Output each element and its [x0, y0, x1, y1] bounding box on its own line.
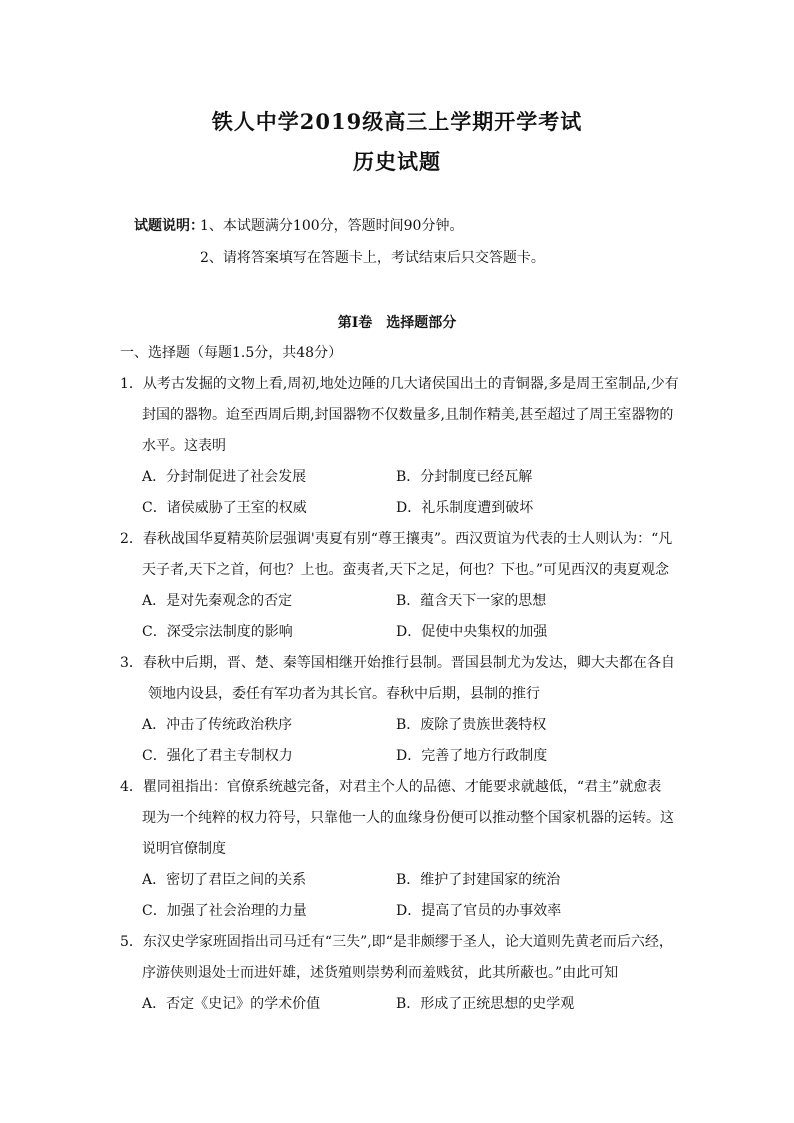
- question-line: 1．从考古发掘的文物上看,周初,地处边陲的几大诸侯国出土的青铜器,多是周王室制品,少有: [120, 376, 679, 392]
- question-line: 序游侠则退处士而进奸雄，述货殖则崇势利而羞贱贫，此其所蔽也。”由此可知: [142, 965, 619, 981]
- option-row: [120, 866, 680, 897]
- option-row: [120, 711, 680, 742]
- option-d: D．提高了官员的办事效率: [396, 903, 562, 919]
- option-b: B．分封制度已经瓦解: [396, 469, 533, 485]
- question-line: 2．春秋战国华夏精英阶层强调'夷夏有别“尊王攘夷”。西汉贾谊为代表的士人则认为：“凡: [120, 531, 673, 547]
- option-a: A．分封制促进了社会发展: [142, 469, 307, 485]
- question-4: [120, 773, 680, 928]
- option-a: A．是对先秦观念的否定: [142, 593, 293, 609]
- exam-subtitle: 历史试题: [353, 149, 441, 174]
- option-b: B．蕴含天下一家的思想: [396, 593, 547, 609]
- instruction-item: 2、请将答案填写在答题卡上，考试结束后只交答题卡。: [200, 250, 545, 266]
- option-row: [120, 463, 680, 494]
- option-row: [120, 494, 680, 525]
- question-3: [120, 649, 680, 773]
- option-b: B．维护了封建国家的统治: [396, 872, 561, 888]
- option-b: B．形成了正统思想的史学观: [396, 996, 575, 1012]
- question-2: [120, 525, 680, 649]
- question-line: 天子者,天下之首，何也？上也。蛮夷者,天下之足，何也？下也。”可见西汉的夷夏观念: [142, 562, 670, 578]
- option-d: D．完善了地方行政制度: [396, 748, 548, 764]
- question-line: 说明官僚制度: [142, 841, 226, 857]
- question-line: 领地内设县，委任有军功者为其长官。春秋中后期，县制的推行: [148, 686, 540, 702]
- question-line: 3．春秋中后期，晋、楚、秦等国相继开始推行县制。晋国县制尤为发达，卿大夫都在各自: [120, 655, 675, 671]
- question-list: [120, 370, 680, 1021]
- option-c: C．加强了社会治理的力量: [142, 903, 307, 919]
- instruction-item: 1、本试题满分100分，答题时间90分钟。: [200, 218, 464, 234]
- question-line: 封国的器物。迨至西周后期,封国器物不仅数量多,且制作精美,甚至超过了周王室器物的: [142, 407, 674, 423]
- instruction-row: [134, 214, 545, 246]
- option-row: [120, 897, 680, 928]
- question-1: [120, 370, 680, 525]
- exam-title: 铁人中学2019级高三上学期开学考试: [211, 109, 583, 134]
- question-line: 现为一个纯粹的权力符号，只靠他一人的血缘身份便可以推动整个国家机器的运转。这: [142, 810, 674, 826]
- volume-heading: 第Ⅰ卷 选择题部分: [337, 315, 457, 331]
- instruction-row: [134, 246, 545, 278]
- option-c: C．强化了君主专制权力: [142, 748, 293, 764]
- exam-instructions: [134, 214, 545, 278]
- option-row: [120, 618, 680, 649]
- question-line: 4．瞿同祖指出：官僚系统越完备，对君主个人的品德、才能要求就越低，“君主”就愈表: [120, 779, 662, 795]
- question-line: 水平。这表明: [142, 438, 226, 454]
- option-a: A．冲击了传统政治秩序: [142, 717, 293, 733]
- option-a: A．密切了君臣之间的关系: [142, 872, 307, 888]
- question-5: [120, 928, 680, 1021]
- option-row: [120, 587, 680, 618]
- option-c: C．诸侯威胁了王室的权威: [142, 500, 307, 516]
- option-d: D．礼乐制度遭到破坏: [396, 500, 534, 516]
- option-d: D．促使中央集权的加强: [396, 624, 548, 640]
- instruction-label: 试题说明：: [134, 218, 204, 234]
- option-b: B．废除了贵族世袭特权: [396, 717, 547, 733]
- option-c: C．深受宗法制度的影响: [142, 624, 293, 640]
- part-heading: 一、选择题（每题1.5分，共48分）: [120, 345, 343, 361]
- option-row: [120, 742, 680, 773]
- option-a: A．否定《史记》的学术价值: [142, 996, 321, 1012]
- option-row: [120, 990, 680, 1021]
- question-line: 5．东汉史学家班固指出司马迁有“三失”,即“是非颇缪于圣人，论大道则先黄老而后六经，: [120, 934, 673, 950]
